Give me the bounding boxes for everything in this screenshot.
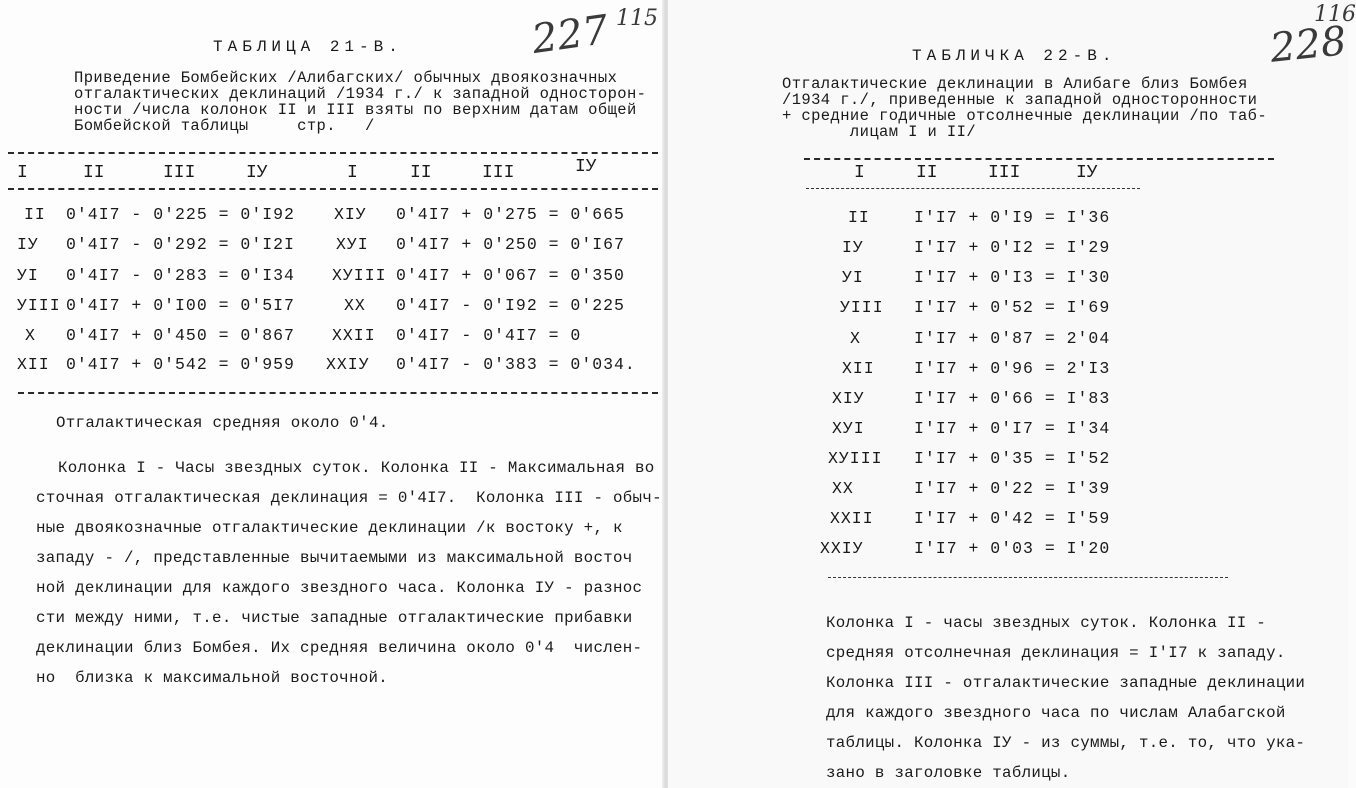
left-row-hour: II (24, 205, 46, 224)
left-row-hour: XX (344, 296, 366, 315)
right-row-values: I'I7 + 0'66 = I'83 (914, 389, 1111, 408)
right-note-line: для каждого звездного часа по числам Алабагской (826, 704, 1286, 722)
right-row-hour: XУIII (828, 449, 883, 468)
left-row-hour: XXIУ (326, 355, 370, 374)
right-row-hour: II (848, 208, 870, 227)
right-col-header: I (854, 163, 865, 183)
left-page-number: 115 (616, 6, 658, 31)
left-heading-line: ности /числа колонок II и III взяты по верхним датам общей (74, 101, 637, 119)
right-row-hour: X (850, 329, 861, 348)
right-heading-line: Отгалактические деклинации в Алибаге близ Бомбея (782, 75, 1248, 93)
right-row-hour: XX (832, 479, 854, 498)
left-row-values: 0'4I7 - 0'283 = 0'I34 (66, 266, 295, 285)
left-row-hour: XII (17, 355, 50, 374)
right-row-values: I'I7 + 0'I7 = I'34 (914, 419, 1111, 438)
left-row-hour: XXII (332, 326, 376, 345)
right-row-values: I'I7 + 0'35 = I'52 (914, 449, 1111, 468)
right-page (668, 0, 1356, 788)
left-col-header: I (17, 163, 28, 183)
left-stamp-number: 227 (529, 6, 612, 64)
left-note-line: западу - /, представленные вычитаемыми из максимальной восточ (36, 549, 633, 567)
left-row-values: 0'4I7 - 0'4I7 = 0 (396, 326, 582, 345)
left-row-values: 0'4I7 + 0'250 = 0'I67 (396, 235, 625, 254)
right-stamp-number: 228 (1267, 18, 1349, 72)
right-row-hour: XIУ (832, 389, 865, 408)
right-divider (828, 577, 1228, 578)
left-col-header: III (482, 163, 515, 183)
left-average-note: Отгалактическая средняя около 0'4. (56, 414, 389, 432)
left-note-line: ные двоякозначные отгалактические деклинации /к востоку +, к (36, 519, 623, 537)
left-row-hour: XУI (336, 235, 369, 254)
left-col-header: IУ (246, 163, 268, 183)
left-col-header: II (83, 163, 105, 183)
left-row-values: 0'4I7 + 0'450 = 0'867 (66, 326, 295, 345)
right-row-values: I'I7 + 0'87 = 2'04 (914, 329, 1111, 348)
left-row-values: 0'4I7 + 0'275 = 0'665 (396, 205, 625, 224)
right-divider (804, 158, 1274, 160)
right-row-hour: УIII (840, 298, 884, 317)
right-heading-line: /1934 г./, приведенные к западной односторонности (782, 91, 1258, 109)
right-row-values: I'I7 + 0'I3 = I'30 (914, 268, 1111, 287)
right-row-hour: IУ (842, 238, 864, 257)
left-divider (18, 392, 658, 394)
right-col-header: IУ (1076, 163, 1098, 183)
right-row-values: I'I7 + 0'52 = I'69 (914, 298, 1111, 317)
left-divider (8, 152, 658, 154)
left-divider (8, 188, 658, 190)
left-col-header: IУ (575, 157, 597, 177)
left-table-title: ТАБЛИЦА 21-В. (213, 38, 403, 56)
right-table-title: ТАБЛИЧКА 22-В. (912, 47, 1117, 65)
left-row-hour: XIУ (334, 205, 367, 224)
right-heading-line: + средние годичные отсолнечные деклинации /по таб- (782, 107, 1268, 125)
right-col-header: III (988, 163, 1021, 183)
right-note-line: таблицы. Колонка IУ - из суммы, т.е. то, что ука- (826, 734, 1306, 752)
left-note-line: деклинации близ Бомбея. Их средняя величина около 0'4 числен- (36, 639, 643, 657)
left-row-hour: XУIII (332, 266, 387, 285)
left-heading-line: Бомбейской таблицы стр. / (74, 117, 375, 135)
left-page (0, 0, 668, 788)
left-note-line: но близка к максимальной восточной. (36, 669, 389, 687)
right-note-line: средняя отсолнечная деклинация = I'I7 к западу. (826, 644, 1286, 662)
right-note-line: зано в заголовке таблицы. (826, 764, 1071, 782)
left-row-values: 0'4I7 - 0'292 = 0'I2I (66, 235, 295, 254)
right-heading-line: лицам I и II/ (782, 123, 977, 141)
left-col-header: III (163, 163, 196, 183)
left-row-values: 0'4I7 + 0'067 = 0'350 (396, 266, 625, 285)
left-col-header: I (347, 163, 358, 183)
left-row-hour: УI (17, 266, 39, 285)
right-page-number: 116 (1314, 2, 1356, 27)
left-row-values: 0'4I7 - 0'I92 = 0'225 (396, 296, 625, 315)
left-row-values: 0'4I7 - 0'383 = 0'034. (396, 355, 636, 374)
left-row-values: 0'4I7 + 0'542 = 0'959 (66, 355, 295, 374)
right-row-values: I'I7 + 0'42 = I'59 (914, 509, 1111, 528)
right-row-values: I'I7 + 0'I2 = I'29 (914, 238, 1111, 257)
left-heading-line: отгалактических деклинаций /1934 г./ к западной односторон- (74, 85, 647, 103)
left-row-hour: IУ (17, 235, 39, 254)
right-divider (806, 188, 1140, 189)
left-col-header: II (410, 163, 432, 183)
left-row-hour: X (25, 326, 36, 345)
right-row-hour: XXIУ (820, 539, 864, 558)
left-heading-line: Приведение Бомбейских /Алибагских/ обычных двоякозначных (74, 69, 618, 87)
left-row-values: 0'4I7 - 0'225 = 0'I92 (66, 205, 295, 224)
right-row-hour: XУI (832, 419, 865, 438)
left-row-values: 0'4I7 + 0'I00 = 0'5I7 (66, 296, 295, 315)
right-note-line: Колонка III - отгалактические западные деклинации (826, 674, 1306, 692)
right-row-hour: XXII (830, 509, 874, 528)
left-note-line: ной деклинации для каждого звездного часа. Колонка IУ - разнос (36, 579, 643, 597)
right-row-hour: XII (842, 359, 875, 378)
right-note-line: Колонка I - часы звездных суток. Колонка II - (826, 614, 1267, 632)
right-row-values: I'I7 + 0'I9 = I'36 (914, 208, 1111, 227)
right-col-header: II (916, 163, 938, 183)
right-row-values: I'I7 + 0'03 = I'20 (914, 539, 1111, 558)
left-note-line: сти между ними, т.е. чистые западные отгалактические прибавки (36, 609, 633, 627)
left-row-hour: УIII (17, 296, 61, 315)
right-row-values: I'I7 + 0'22 = I'39 (914, 479, 1111, 498)
right-row-hour: УI (842, 268, 864, 287)
left-note-line: сточная отгалактическая деклинация = 0'4I7. Колонка III - обыч- (36, 489, 662, 507)
right-row-values: I'I7 + 0'96 = 2'I3 (914, 359, 1111, 378)
left-note-line: Колонка I - Часы звездных суток. Колонка II - Максимальная во (58, 459, 655, 477)
